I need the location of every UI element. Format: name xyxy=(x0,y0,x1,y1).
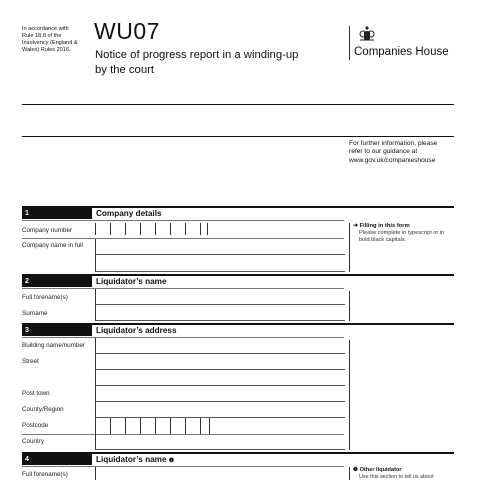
street-field-2[interactable] xyxy=(95,370,345,386)
header-rule-2 xyxy=(22,136,454,137)
digit-cell[interactable] xyxy=(200,223,208,235)
county-label: County/Region xyxy=(22,406,64,413)
section-4-number: 4 xyxy=(22,454,92,465)
header-rule-1 xyxy=(22,104,454,105)
company-name-field[interactable] xyxy=(95,239,345,255)
info-text: For further information, please refer to our guidance at www.gov.uk/companieshouse xyxy=(349,140,438,164)
section-2-number: 2 xyxy=(22,276,92,287)
post-town-field[interactable] xyxy=(95,386,345,402)
char-cell[interactable] xyxy=(185,418,200,434)
surname-label: Surname xyxy=(22,310,48,317)
building-label: Building name/number xyxy=(22,342,86,349)
section-1-line xyxy=(22,220,344,221)
digit-cell[interactable] xyxy=(140,223,155,235)
postcode-field[interactable] xyxy=(95,418,210,434)
company-name-field-2[interactable] xyxy=(95,255,345,272)
street-field[interactable] xyxy=(95,354,345,370)
arrow-icon: ➜ xyxy=(353,223,358,229)
digit-cell[interactable] xyxy=(95,223,110,235)
other-liquidator-note: ❶ Other liquidator Use this section to tell us about xyxy=(349,467,454,480)
forenames-2-label: Full forename(s) xyxy=(22,471,68,478)
company-name-label: Company name in full xyxy=(22,242,83,249)
char-cell[interactable] xyxy=(110,418,125,434)
section-3-number: 3 xyxy=(22,325,92,336)
char-cell[interactable] xyxy=(125,418,140,434)
note-marker-icon: ❶ xyxy=(353,467,359,473)
forenames-field[interactable] xyxy=(95,289,345,305)
street-label: Street xyxy=(22,358,39,365)
county-field[interactable] xyxy=(95,402,345,418)
country-field[interactable] xyxy=(95,434,345,450)
char-cell[interactable] xyxy=(155,418,170,434)
company-number-field[interactable] xyxy=(95,223,208,235)
char-cell[interactable] xyxy=(200,418,210,434)
section-3-side xyxy=(349,340,454,450)
company-number-label: Company number xyxy=(22,227,73,234)
building-field[interactable] xyxy=(95,338,345,354)
brand-name: Companies House xyxy=(354,46,449,58)
digit-cell[interactable] xyxy=(170,223,185,235)
section-4-title: Liquidator’s name ❶ xyxy=(96,455,175,464)
section-1-number: 1 xyxy=(22,208,92,219)
note-marker-icon: ❶ xyxy=(168,458,175,464)
postcode-label: Postcode xyxy=(22,422,49,429)
digit-cell[interactable] xyxy=(185,223,200,235)
section-1-title: Company details xyxy=(96,209,162,218)
form-code: WU07 xyxy=(94,18,160,44)
section-3-title: Liquidator’s address xyxy=(96,326,177,335)
form-title: Notice of progress report in a winding-up by the court xyxy=(95,49,299,76)
forenames-2-field[interactable] xyxy=(95,467,345,480)
digit-cell[interactable] xyxy=(110,223,125,235)
section-2-side xyxy=(349,291,454,321)
post-town-label: Post town xyxy=(22,390,50,397)
char-cell[interactable] xyxy=(140,418,155,434)
crest-icon xyxy=(356,24,378,44)
surname-field[interactable] xyxy=(95,305,345,321)
digit-cell[interactable] xyxy=(155,223,170,235)
section-2-title: Liquidator’s name xyxy=(96,277,167,286)
forenames-label: Full forename(s) xyxy=(22,294,68,301)
char-cell[interactable] xyxy=(95,418,110,434)
country-label: Country xyxy=(22,438,45,445)
digit-cell[interactable] xyxy=(125,223,140,235)
rule-note: In accordance with Rule 18.8 of the Insolvency (England & Wales) Rules 2016. xyxy=(22,26,78,53)
brand-divider xyxy=(349,26,350,60)
char-cell[interactable] xyxy=(170,418,185,434)
filling-note: ➜ Filling in this form Please complete in typescript or in bold black capitals. xyxy=(349,223,454,272)
